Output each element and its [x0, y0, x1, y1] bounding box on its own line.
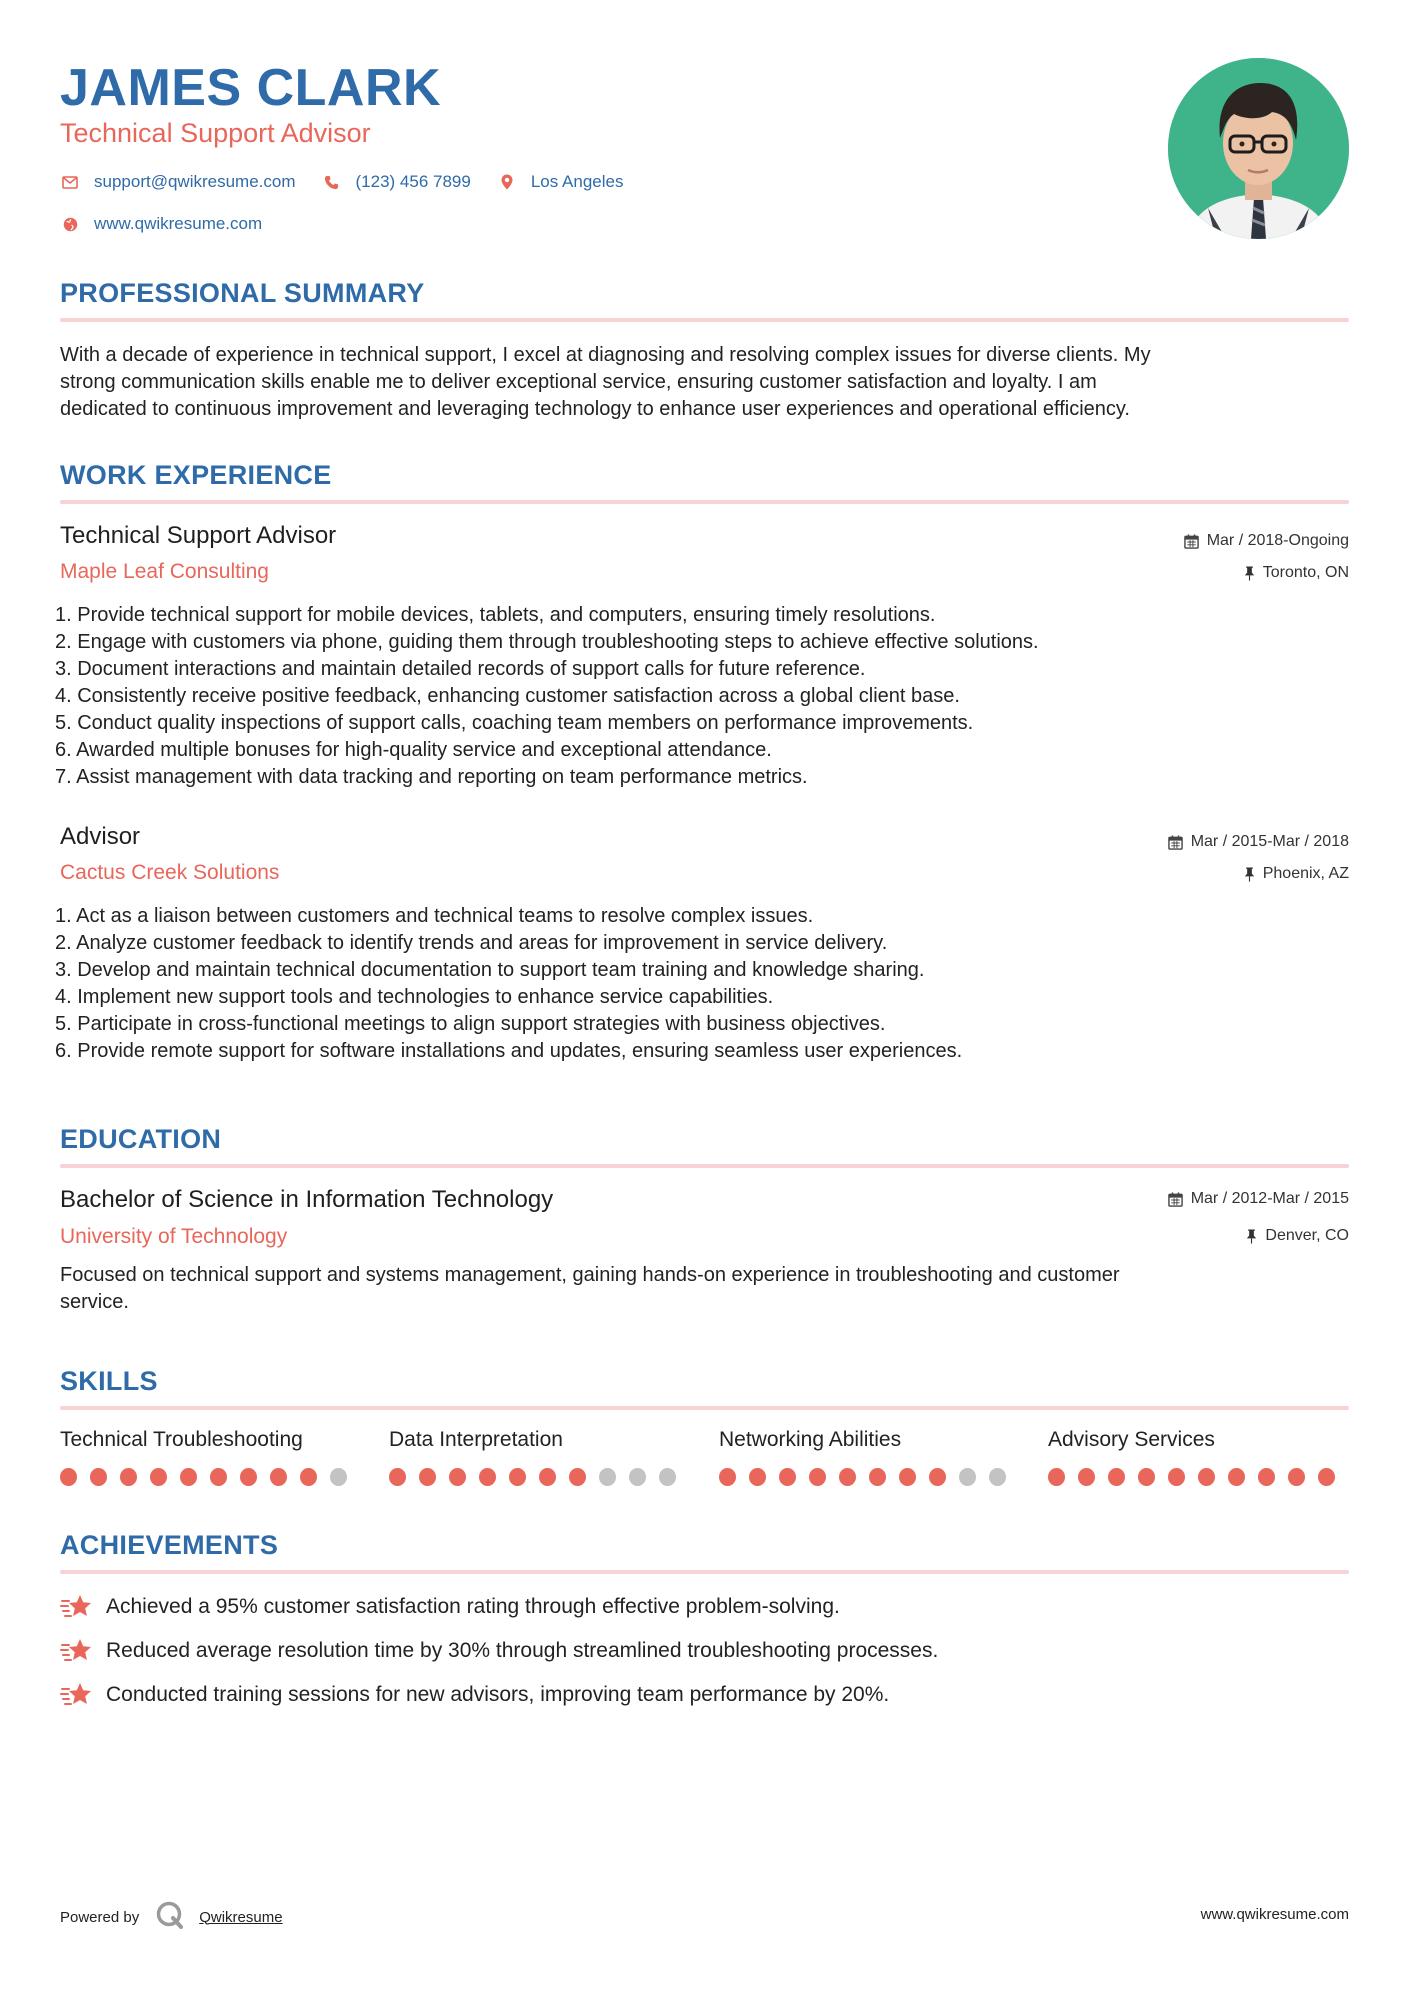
rating-dot-filled: [1198, 1468, 1215, 1486]
job-location: [1244, 564, 1349, 582]
website-text: www.qwikresume.com: [94, 214, 263, 233]
contact-row-website: [60, 214, 288, 234]
rating-dot-empty: [330, 1468, 347, 1486]
list-item: 4. Implement new support tools and technologies to enhance service capabilities.: [55, 986, 774, 1008]
thumbtack-icon: [1244, 566, 1255, 581]
rating-dot-filled: [1078, 1468, 1095, 1486]
section-title-achievements: ACHIEVEMENTS: [60, 1530, 279, 1560]
rating-dot-filled: [1138, 1468, 1155, 1486]
rating-dot-filled: [270, 1468, 287, 1486]
rating-dot-empty: [659, 1468, 676, 1486]
map-pin-icon: [497, 172, 517, 192]
rating-dot-filled: [90, 1468, 107, 1486]
list-item: 5. Participate in cross-functional meetings to align support strategies with business objectives.: [55, 1013, 886, 1035]
phone-icon: [322, 172, 342, 192]
list-item: 3. Develop and maintain technical documentation to support team training and knowledge sharing.: [55, 959, 925, 981]
skill-name: Advisory Services: [1048, 1428, 1215, 1451]
education-line: Focused on technical support and systems management, gaining hands-on experience in troubleshooting and customer: [60, 1264, 1120, 1286]
calendar-icon: [1168, 1192, 1183, 1207]
school-name: University of Technology: [60, 1225, 288, 1248]
star-award-icon: [60, 1636, 94, 1666]
rating-dot-filled: [539, 1468, 556, 1486]
rating-dot-empty: [599, 1468, 616, 1486]
job-dates: [1184, 532, 1349, 550]
rating-dot-filled: [869, 1468, 886, 1486]
rating-dot-filled: [180, 1468, 197, 1486]
rating-dot-filled: [210, 1468, 227, 1486]
qwikresume-logo-icon: [155, 1900, 185, 1934]
job-title: Technical Support Advisor: [60, 522, 337, 549]
job-location-text: Phoenix, AZ: [1262, 865, 1349, 882]
rating-dot-filled: [1288, 1468, 1305, 1486]
education-dates-text: Mar / 2012-Mar / 2015: [1190, 1190, 1349, 1207]
job-duties-list: [55, 903, 1345, 1065]
job-location: [1244, 865, 1349, 883]
skill-rating: [389, 1468, 689, 1486]
list-item: 6. Provide remote support for software installations and updates, ensuring seamless user experiences.: [55, 1040, 963, 1062]
profile-photo: [1168, 58, 1349, 239]
achievement-text: Achieved a 95% customer satisfaction rating through effective problem-solving.: [106, 1595, 840, 1618]
section-divider: [60, 1570, 1349, 1574]
rating-dot-filled: [479, 1468, 496, 1486]
contact-email[interactable]: [60, 172, 296, 192]
rating-dot-filled: [1258, 1468, 1275, 1486]
skill-rating: [719, 1468, 1019, 1486]
job-duties-list: [55, 602, 1345, 791]
list-item: 1. Act as a liaison between customers and technical teams to resolve complex issues.: [55, 905, 814, 927]
thumbtack-icon: [1244, 867, 1255, 882]
star-award-icon: [60, 1592, 94, 1622]
rating-dot-filled: [779, 1468, 796, 1486]
section-divider: [60, 1406, 1349, 1410]
job-title: Advisor: [60, 823, 141, 850]
achievement-item: [60, 1592, 840, 1622]
rating-dot-filled: [150, 1468, 167, 1486]
summary-paragraph: [60, 342, 1349, 423]
thumbtack-icon: [1246, 1229, 1257, 1244]
job-dates: [1168, 833, 1349, 851]
contact-phone[interactable]: [322, 172, 471, 192]
skill-item: [1048, 1428, 1348, 1486]
rating-dot-filled: [1048, 1468, 1065, 1486]
section-title-experience: WORK EXPERIENCE: [60, 460, 332, 490]
list-item: 5. Conduct quality inspections of support calls, coaching team members on performance improvements.: [55, 712, 974, 734]
summary-line: dedicated to continuous improvement and leveraging technology to enhance user experiences and operational efficiency.: [60, 398, 1130, 420]
job-dates-text: Mar / 2018-Ongoing: [1206, 532, 1349, 549]
degree-title: Bachelor of Science in Information Technology: [60, 1186, 554, 1213]
footer-website[interactable]: www.qwikresume.com: [1200, 1906, 1349, 1923]
contact-row: [60, 172, 649, 192]
candidate-role: Technical Support Advisor: [60, 118, 371, 148]
email-text: support@qwikresume.com: [94, 172, 296, 191]
education-line: service.: [60, 1291, 129, 1313]
rating-dot-empty: [629, 1468, 646, 1486]
rating-dot-filled: [929, 1468, 946, 1486]
rating-dot-filled: [60, 1468, 77, 1486]
rating-dot-filled: [839, 1468, 856, 1486]
section-title-summary: PROFESSIONAL SUMMARY: [60, 278, 425, 308]
calendar-icon: [1168, 835, 1183, 850]
list-item: 4. Consistently receive positive feedback, enhancing customer satisfaction across a global client base.: [55, 685, 960, 707]
rating-dot-filled: [240, 1468, 257, 1486]
section-title-education: EDUCATION: [60, 1124, 222, 1154]
skill-name: Data Interpretation: [389, 1428, 563, 1451]
list-item: 7. Assist management with data tracking and reporting on team performance metrics.: [55, 766, 808, 788]
rating-dot-filled: [1168, 1468, 1185, 1486]
rating-dot-filled: [300, 1468, 317, 1486]
achievement-text: Reduced average resolution time by 30% through streamlined troubleshooting processes.: [106, 1639, 939, 1662]
job-dates-text: Mar / 2015-Mar / 2018: [1190, 833, 1349, 850]
skill-item: [389, 1428, 689, 1486]
contact-website[interactable]: [60, 214, 262, 234]
education-location-text: Denver, CO: [1265, 1227, 1349, 1244]
qwikresume-link[interactable]: Qwikresume: [199, 1908, 283, 1926]
section-divider: [60, 500, 1349, 504]
section-title-skills: SKILLS: [60, 1366, 158, 1396]
skill-item: [60, 1428, 360, 1486]
globe-icon: [60, 214, 80, 234]
rating-dot-filled: [569, 1468, 586, 1486]
rating-dot-filled: [1108, 1468, 1125, 1486]
summary-line: With a decade of experience in technical support, I excel at diagnosing and resolving complex issues for diverse clients. My: [60, 344, 1151, 366]
rating-dot-filled: [120, 1468, 137, 1486]
rating-dot-filled: [749, 1468, 766, 1486]
skill-name: Technical Troubleshooting: [60, 1428, 303, 1451]
achievement-text: Conducted training sessions for new advisors, improving team performance by 20%.: [106, 1683, 890, 1706]
skill-name: Networking Abilities: [719, 1428, 902, 1451]
list-item: 2. Analyze customer feedback to identify trends and areas for improvement in service delivery.: [55, 932, 888, 954]
skill-rating: [1048, 1468, 1348, 1486]
rating-dot-filled: [719, 1468, 736, 1486]
rating-dot-filled: [509, 1468, 526, 1486]
list-item: 6. Awarded multiple bonuses for high-quality service and exceptional attendance.: [55, 739, 772, 761]
envelope-icon: [60, 172, 80, 192]
rating-dot-filled: [1228, 1468, 1245, 1486]
job-company: Maple Leaf Consulting: [60, 560, 269, 583]
star-award-icon: [60, 1680, 94, 1710]
powered-by-label: Powered by: [60, 1908, 140, 1926]
rating-dot-filled: [389, 1468, 406, 1486]
education-description: [60, 1262, 1349, 1316]
list-item: 2. Engage with customers via phone, guiding them through troubleshooting steps to achieve effective solutions.: [55, 631, 1039, 653]
list-item: 1. Provide technical support for mobile devices, tablets, and computers, ensuring timely resolutions.: [55, 604, 936, 626]
summary-line: strong communication skills enable me to deliver exceptional service, ensuring customer satisfaction and loyalty. I am: [60, 371, 1097, 393]
education-location: [1246, 1227, 1349, 1245]
rating-dot-empty: [989, 1468, 1006, 1486]
education-dates: [1168, 1190, 1349, 1208]
phone-text: (123) 456 7899: [355, 172, 471, 191]
contact-location: [497, 172, 624, 192]
footer-powered-by: [60, 1900, 283, 1934]
achievement-item: [60, 1680, 889, 1710]
calendar-icon: [1184, 534, 1199, 549]
rating-dot-filled: [419, 1468, 436, 1486]
job-company: Cactus Creek Solutions: [60, 861, 280, 884]
achievement-item: [60, 1636, 938, 1666]
rating-dot-filled: [809, 1468, 826, 1486]
skill-item: [719, 1428, 1019, 1486]
list-item: 3. Document interactions and maintain detailed records of support calls for future reference.: [55, 658, 866, 680]
section-divider: [60, 1164, 1349, 1168]
job-location-text: Toronto, ON: [1262, 564, 1349, 581]
location-text: Los Angeles: [530, 172, 624, 191]
rating-dot-empty: [959, 1468, 976, 1486]
section-divider: [60, 318, 1349, 322]
rating-dot-filled: [899, 1468, 916, 1486]
candidate-name: JAMES CLARK: [60, 59, 442, 117]
skill-rating: [60, 1468, 360, 1486]
rating-dot-filled: [449, 1468, 466, 1486]
rating-dot-filled: [1318, 1468, 1335, 1486]
